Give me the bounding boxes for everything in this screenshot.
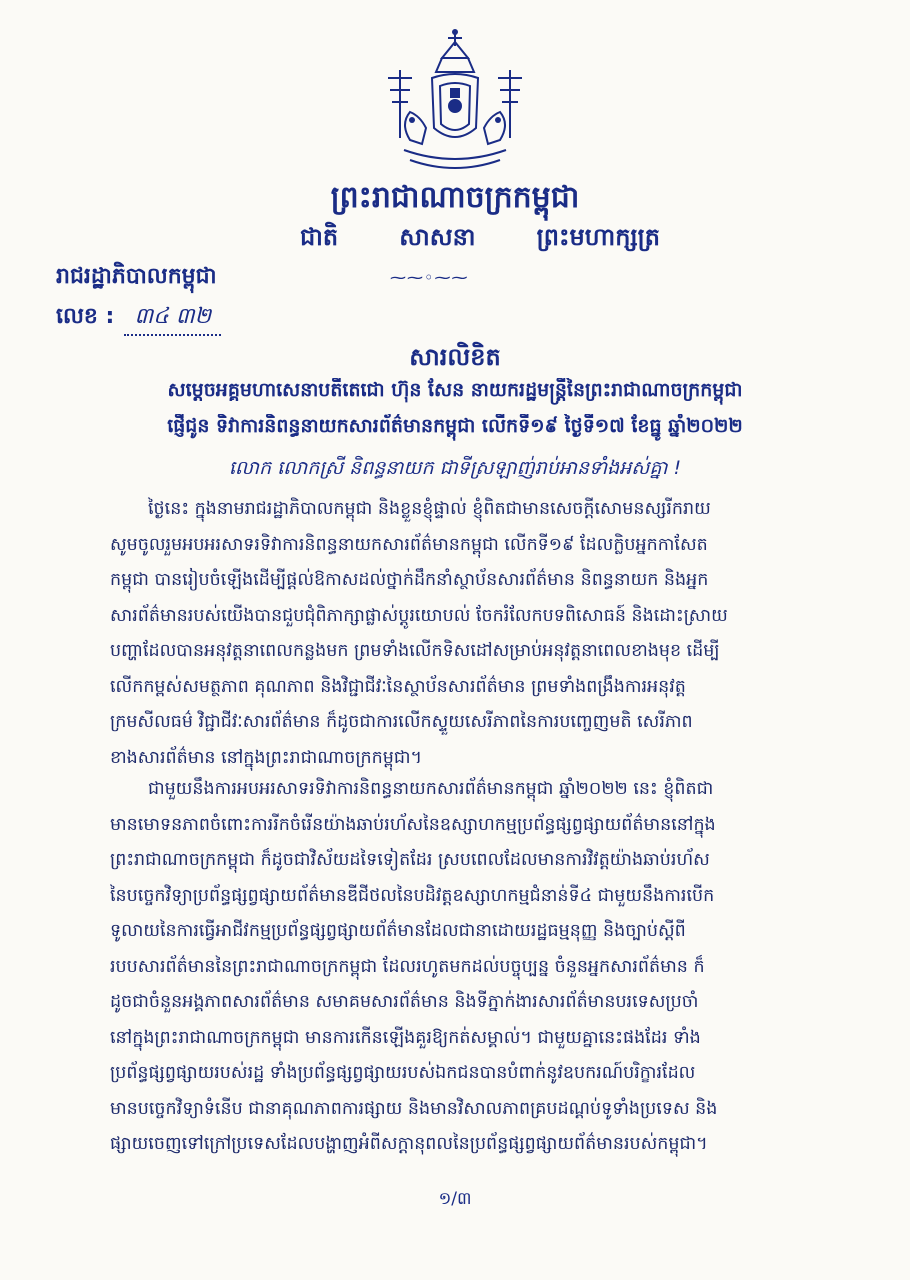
paragraph-line: ថ្ងៃនេះ ក្នុងនាមរាជរដ្ឋាភិបាលកម្ពុជា និងខ្លួនខ្ញុំផ្ទាល់ ខ្ញុំពិតជាមានសេចក្តីសោមនស្សរីករាយ: [148, 499, 711, 519]
paragraph-line: សូមចូលរួមអបអរសាទរទិវាការនិពន្ធនាយកសារព័ត៌មានកម្ពុជា លើកទី១៩ ដែលក្លិបអ្នកកាសែត: [110, 534, 708, 555]
paragraph-2: [110, 772, 870, 1163]
paragraph-line: ប្រព័ន្ធផ្សព្វផ្សាយរបស់រដ្ឋ ទាំងប្រព័ន្ធផ្សព្វផ្សាយរបស់ឯកជនបានបំពាក់នូវឧបករណ៍បរិក្ខារដែល: [110, 1063, 696, 1083]
reference-number: [56, 302, 221, 336]
paragraph-line: ខាងសារព័ត៌មាន នៅក្នុងព្រះរាជាណាចក្រកម្ពុជា។: [110, 747, 423, 768]
national-motto: [300, 222, 660, 257]
page-number: ១/៣: [438, 1189, 472, 1209]
paragraph-1: [110, 492, 870, 776]
motto-king: ព្រះមហាក្សត្រ: [536, 223, 660, 251]
government-name: រាជរដ្ឋាភិបាលកម្ពុជា: [56, 264, 217, 289]
paragraph-line: នៅក្នុងព្រះរាជាណាចក្រកម្ពុជា មានការកើនឡើងគួរឱ្យកត់សម្គាល់។ ជាមួយគ្នានេះផងដែរ ទាំង: [110, 1027, 701, 1048]
paragraph-line: បញ្ហាដែលបានអនុវត្តនាពេលកន្លងមក ព្រមទាំងលើកទិសដៅសម្រាប់អនុវត្តនាពេលខាងមុខ ដើម្បី: [110, 641, 720, 661]
royal-coat-of-arms-icon: [370, 28, 540, 178]
motto-nation: ជាតិ: [300, 223, 339, 251]
paragraph-line: ព្រះរាជាណាចក្រកម្ពុជា ក៏ដូចជាវិស័យដទៃទៀតដែរ ស្របពេលដែលមានការវិវត្តយ៉ាងឆាប់រហ័ស: [110, 850, 710, 870]
paragraph-line: ទូលាយនៃការធ្វើអាជីវកម្មប្រព័ន្ធផ្សព្វផ្សាយព័ត៌មានដែលជានាដោយរដ្ឋធម្មនុញ្ញ និងច្បាប់ស្តីពី: [110, 921, 686, 941]
paragraph-line: នៃបច្ចេកវិទ្យាប្រព័ន្ធផ្សព្វផ្សាយព័ត៌មានឌីជីថលនៃបដិវត្តឧស្សាហកម្មជំនាន់ទី៤ ជាមួយនឹងការបើក: [110, 885, 715, 906]
paragraph-line: មានបច្ចេកវិទ្យាទំនើប ជានាគុណភាពការផ្សាយ និងមានវិសាលភាពគ្របដណ្តប់ទូទាំងប្រទេស និង: [110, 1098, 718, 1119]
paragraph-line: ដូចជាចំនួនអង្គភាពសារព័ត៌មាន សមាគមសារព័ត៌មាន និងទីភ្នាក់ងារសារព័ត៌មានបរទេសប្រចាំ: [110, 992, 699, 1012]
reference-value: ៣៤ ៣២: [124, 302, 221, 336]
paragraph-line: មានមោទនភាពចំពោះការរីកចំរើនយ៉ាងឆាប់រហ័សនៃឧស្សាហកម្មប្រព័ន្ធផ្សព្វផ្សាយព័ត៌មាននៅក្នុង: [110, 814, 716, 835]
subtitle-line-2: ផ្ញើជូន ទិវាការនិពន្ធនាយកសារព័ត៌មានកម្ពុជា លើកទី១៩ ថ្ងៃទី១៧ ខែធ្នូ ឆ្នាំ២០២២: [167, 415, 743, 437]
paragraph-line: របបសារព័ត៌មាននៃព្រះរាជាណាចក្រកម្ពុជា ដែលរហូតមកដល់បច្ចុប្បន្ន ចំនួនអ្នកសារព័ត៌មាន ក៏: [110, 956, 705, 977]
paragraph-line: ក្រមសីលធម៌ វិជ្ជាជីវៈសារព័ត៌មាន ក៏ដូចជាការលើកស្ទួយសេរីភាពនៃការបញ្ចេញមតិ សេរីភាព: [110, 712, 693, 732]
greeting: លោក លោកស្រី និពន្ធនាយក ជាទីស្រឡាញ់រាប់អានទាំងអស់គ្នា !: [228, 457, 682, 479]
ornament-divider: ⁓⁓◦⁓⁓: [390, 268, 469, 287]
paragraph-line: លើកកម្ពស់សមត្ថភាព គុណភាព និងវិជ្ជាជីវៈនៃស្ថាប័នសារព័ត៌មាន ព្រមទាំងពង្រឹងការអនុវត្ត: [110, 676, 686, 697]
paragraph-line: សារព័ត៌មានរបស់យើងបានជួបជុំពិភាក្សាផ្លាស់ប្តូរយោបល់ ចែករំលែកបទពិសោធន៍ និងដោះស្រាយ: [110, 605, 728, 626]
document-title: សារលិខិត: [409, 343, 501, 371]
paragraph-line: កម្ពុជា បានរៀបចំឡើងដើម្បីផ្តល់ឱកាសដល់ថ្នាក់ដឹកនាំស្ថាប័នសារព័ត៌មាន និពន្ធនាយក និងអ្នក: [110, 570, 709, 590]
paragraph-line: ជាមួយនឹងការអបអរសាទរទិវាការនិពន្ធនាយកសារព័ត៌មានកម្ពុជា ឆ្នាំ២០២២ នេះ ខ្ញុំពិតជា: [148, 779, 714, 799]
reference-label: លេខ :: [56, 304, 115, 329]
paragraph-line: ផ្សាយចេញទៅក្រៅប្រទេសដែលបង្ហាញអំពីសក្តានុពលនៃប្រព័ន្ធផ្សព្វផ្សាយព័ត៌មានរបស់កម្ពុជា។: [110, 1134, 708, 1154]
motto-religion: សាសនា: [399, 223, 476, 251]
kingdom-heading: ព្រះរាជាណាចក្រកម្ពុជា: [330, 180, 580, 215]
subtitle-line-1: សម្តេចអគ្គមហាសេនាបតីតេជោ ហ៊ុន សែន នាយករដ្ឋមន្ត្រីនៃព្រះរាជាណាចក្រកម្ពុជា: [167, 379, 743, 401]
